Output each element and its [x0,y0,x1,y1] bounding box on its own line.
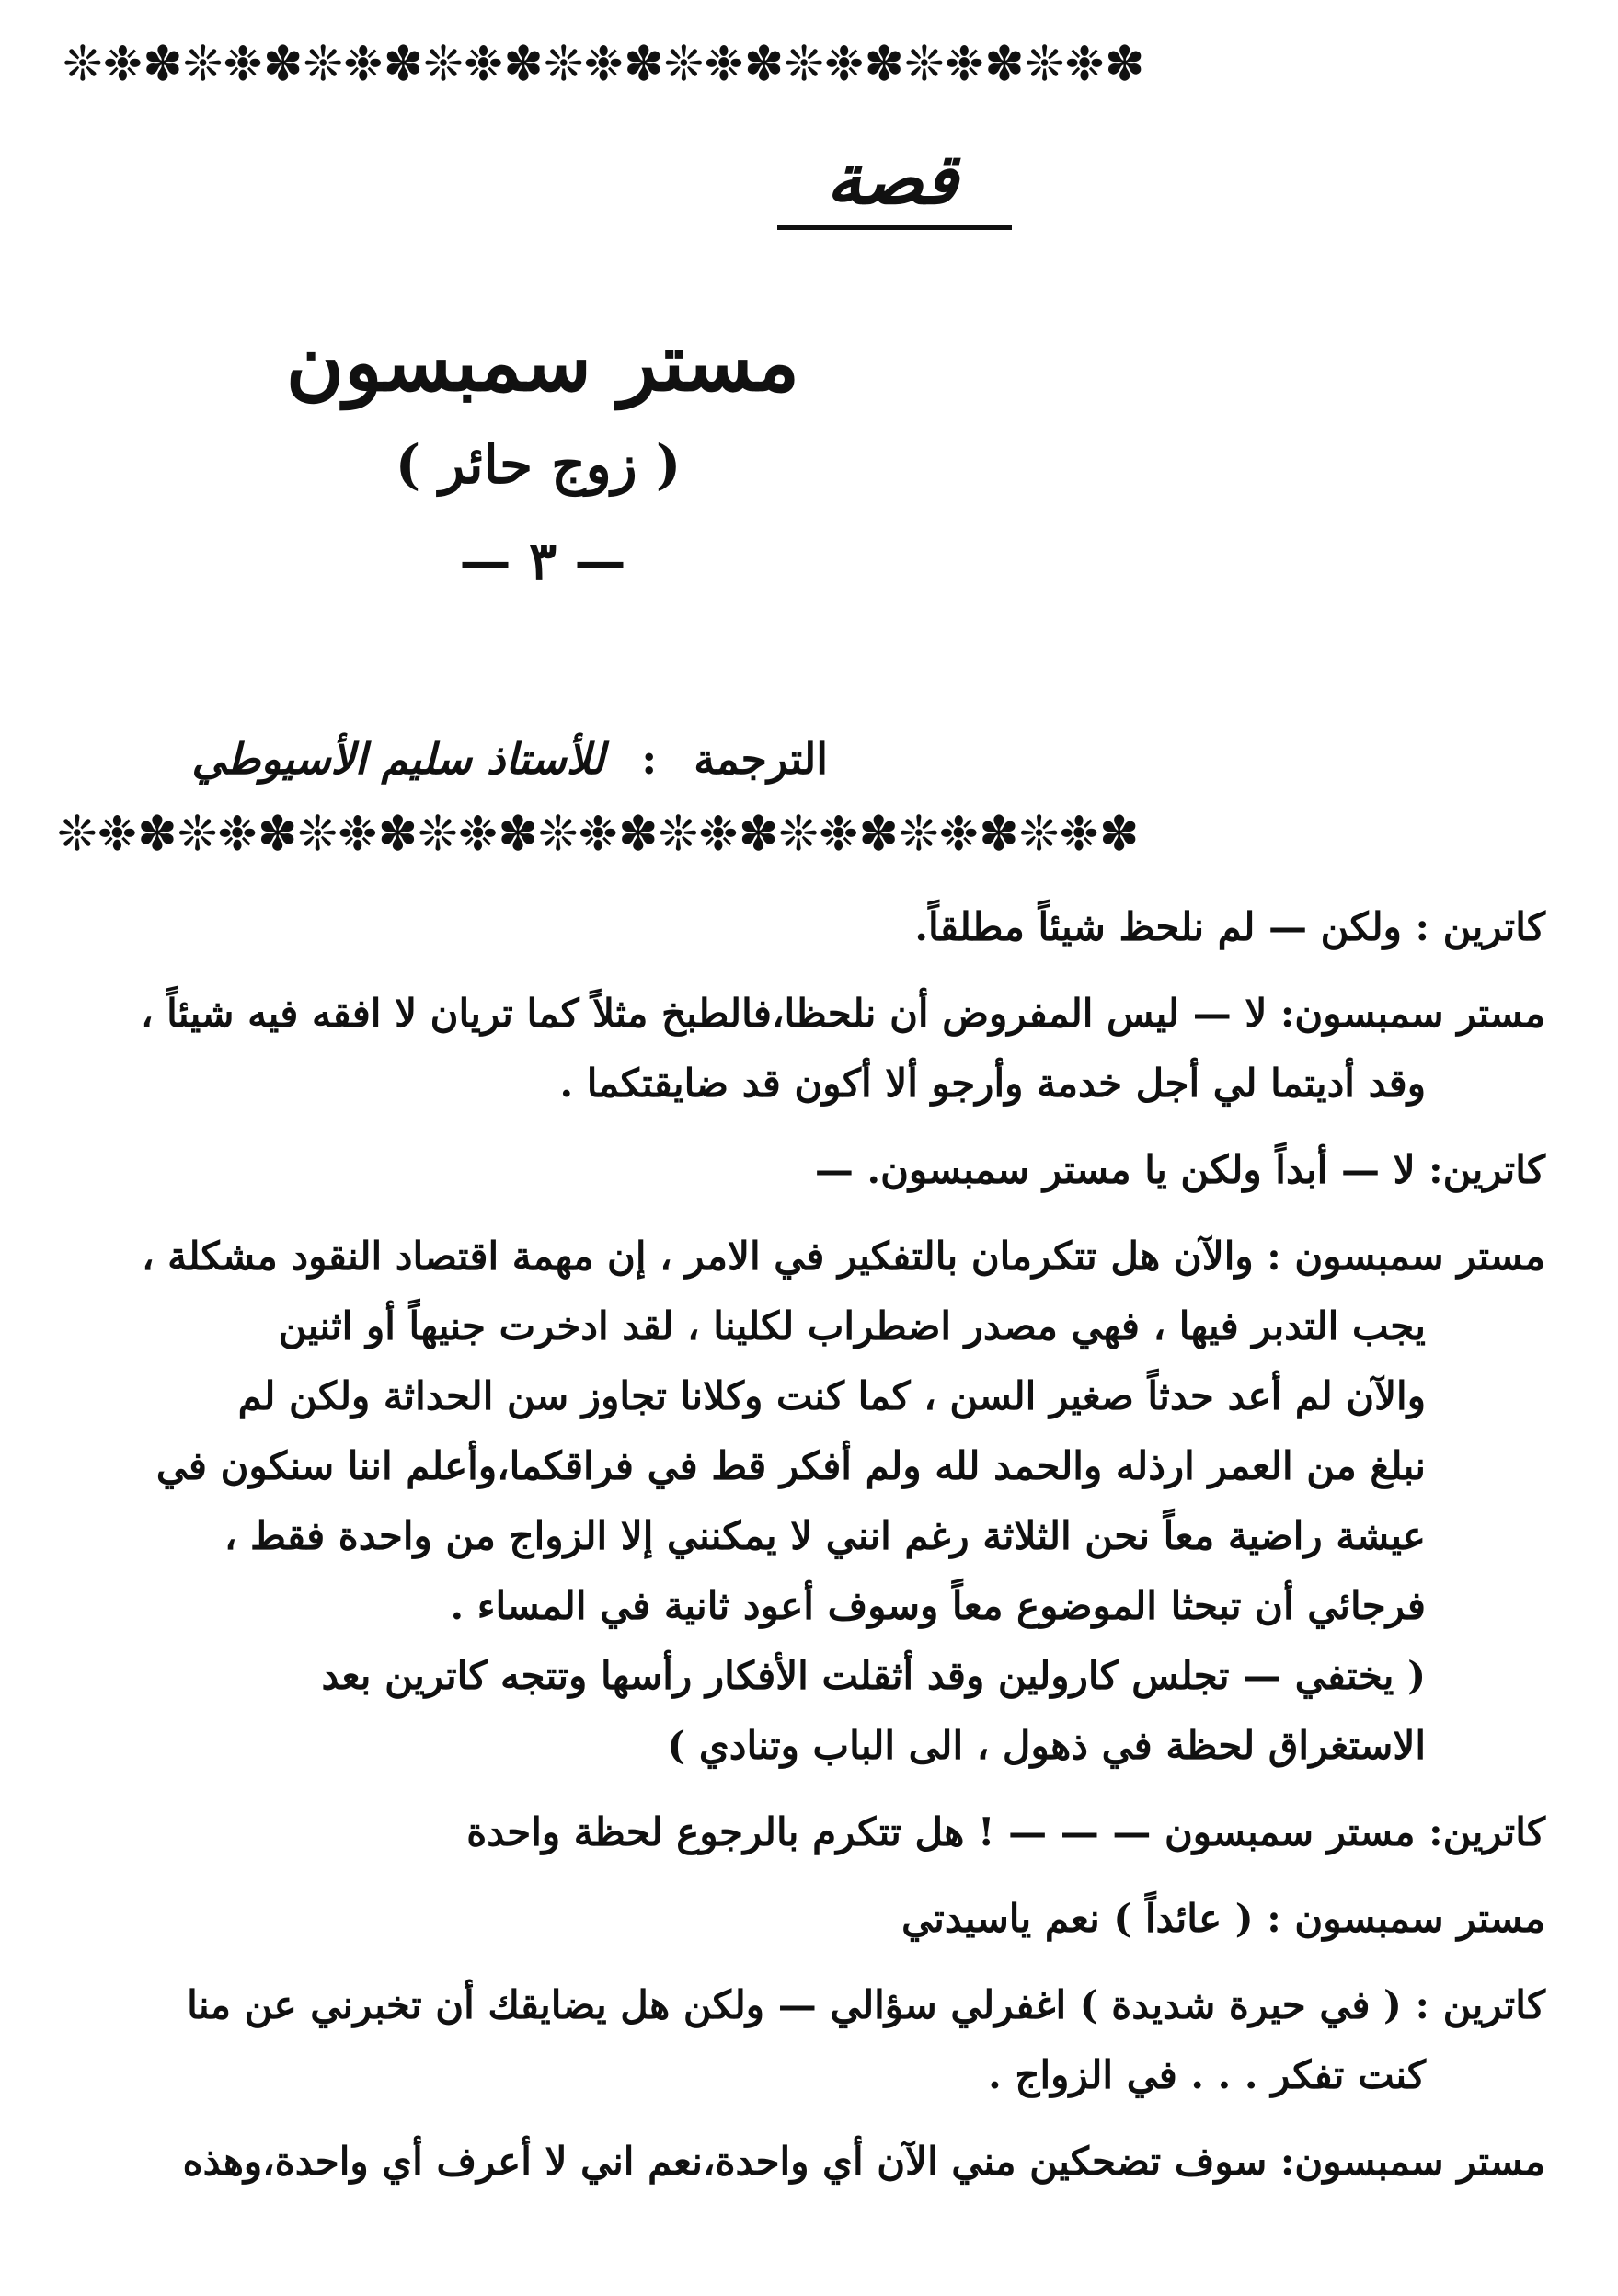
speech-line: ولكن — لم نلحظ شيئاً مطلقاً. [914,904,1402,949]
story-subtitle: ( زوج حائر ) [395,433,682,496]
dialogue-paragraph [55,1222,1545,1781]
translator-name: للأستاذ سليم الأسيوطي [191,734,605,784]
story-label: قصة [826,138,958,220]
translator-separator: : [641,734,658,784]
translator-credit [110,727,828,791]
speech-line: ( في حيرة شديدة ) اغفرلي سؤالي — ولكن هل يضايقك أن تخبرني عن منا [187,1982,1402,2027]
speech-line: وقد أديتما لي أجل خدمة وأرجو ألا أكون قد ضايقتكما . [559,1061,1426,1106]
translator-label: الترجمة [694,734,828,784]
dialogue-paragraph [55,2127,1545,2197]
speech-line: عيشة راضية معاً نحن الثلاثة رغم انني لا يمكنني إلا الزواج من واحدة فقط ، [224,1513,1426,1558]
dialogue-paragraph [55,892,1545,962]
speaker-name: كاترين: [1429,1809,1545,1854]
speech-line: مستر سمبسون — — — ! هل تتكرم بالرجوع لحظة واحدة [466,1809,1416,1854]
speech-line: والآن هل تتكرمان بالتفكير في الامر ، إن مهمة اقتصاد النقود مشكلة ، [142,1234,1254,1279]
speech-line: لا — ليس المفروض أن نلحظا،فالطبخ مثلاً كما تريان لا افقه فيه شيئاً ، [140,991,1268,1036]
speech-line: سوف تضحكين مني الآن أي واحدة،نعم اني لا أعرف أي واحدة،وهذه [182,2139,1268,2184]
story-title: مستر سمبسون [285,316,800,409]
part-number: — ٣ — [459,531,626,591]
speech-line: نبلغ من العمر ارذله والحمد لله ولم أفكر قط في فراقكما،وأعلم اننا سنكون في [155,1443,1426,1488]
dialogue-paragraph [55,1884,1545,1954]
speech-line: كنت تفكر . . . في الزواج . [988,2052,1426,2097]
speech-line: والآن لم أعد حدثاً صغير السن ، كما كنت وكلانا تجاوز سن الحداثة ولكن لم [237,1373,1426,1418]
speech-line: ( عائداً ) نعم ياسيدتي [901,1896,1254,1941]
top-ornament-border: ❊❉✽❊❉✽❊❉✽❊❉✽❊❉✽❊❉✽❊❉✽❊❉✽❊❉✽ [63,37,1145,92]
stage-direction: ( يختفي — تجلس كارولين وقد أثقلت الأفكار رأسها وتتجه كاترين بعد [321,1653,1426,1698]
speaker-name: كاترين : [1415,1982,1545,2027]
speaker-name: مستر سمبسون: [1279,991,1545,1036]
speech-line: فرجائي أن تبحثا الموضوع معاً وسوف أعود ثانية في المساء . [450,1583,1426,1628]
speech-line: يجب التدبر فيها ، فهي مصدر اضطراب لكلينا ، لقد ادخرت جنيهاً أو اثنين [278,1303,1426,1349]
middle-ornament-border: ❊❉✽❊❉✽❊❉✽❊❉✽❊❉✽❊❉✽❊❉✽❊❉✽❊❉✽ [57,807,1140,862]
speaker-name: كاترين: [1429,1147,1545,1192]
speech-line: لا — أبداً ولكن يا مستر سمبسون. — [814,1147,1416,1192]
stage-direction: الاستغراق لحظة في ذهول ، الى الباب وتنادي ) [667,1723,1426,1768]
story-label-underline [777,225,1012,230]
speaker-name: كاترين : [1415,904,1545,949]
dialogue-paragraph [55,1135,1545,1205]
dialogue-paragraph [55,979,1545,1119]
dialogue-paragraph [55,1797,1545,1867]
speaker-name: مستر سمبسون : [1267,1896,1545,1941]
dialogue-paragraph [55,1970,1545,2110]
speaker-name: مستر سمبسون : [1267,1234,1545,1279]
dialogue-body [55,892,1545,2272]
speaker-name: مستر سمبسون: [1279,2139,1545,2184]
